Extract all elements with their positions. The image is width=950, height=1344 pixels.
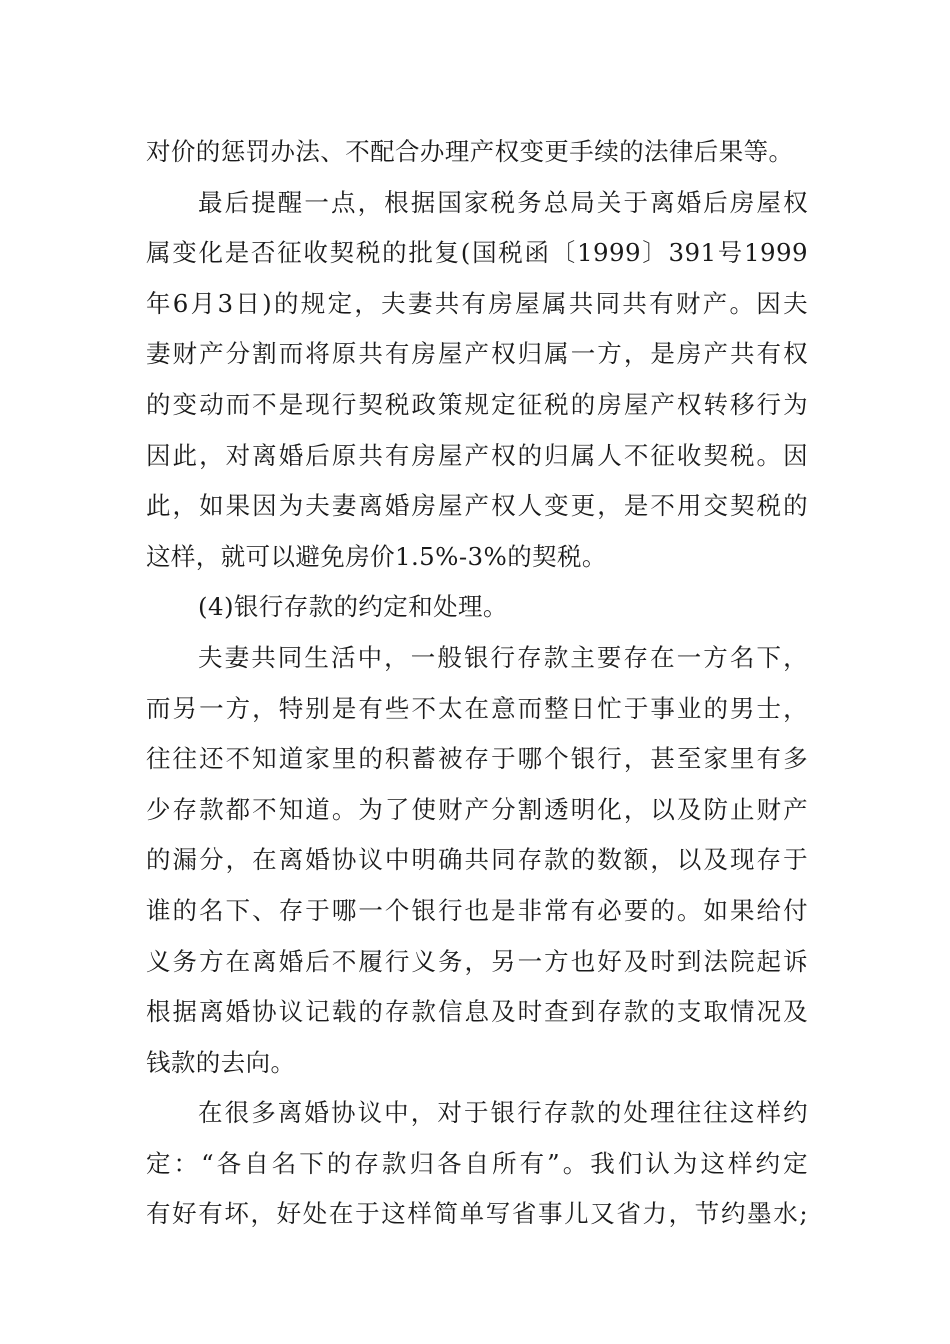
paragraph [146, 178, 808, 583]
paragraph [146, 633, 808, 1088]
text-line: 有好有坏，好处在于这样简单写省事儿又省力，节约墨水; [146, 1199, 808, 1229]
text-line: 少存款都不知道。为了使财产分割透明化，以及防止财产 [146, 794, 808, 824]
text-line: (4)银行存款的约定和处理。 [198, 592, 508, 622]
text-line: 而另一方，特别是有些不太在意而整日忙于事业的男士， [146, 693, 808, 723]
text-line: 谁的名下、存于哪一个银行也是非常有必要的。如果给付 [146, 895, 808, 925]
text-line: 此，如果因为夫妻离婚房屋产权人变更，是不用交契税的 [146, 491, 808, 521]
text-line: 钱款的去向。 [146, 1047, 296, 1077]
text-line: 对价的惩罚办法、不配合办理产权变更手续的法律后果等。 [146, 137, 794, 166]
text-line: 的漏分，在离婚协议中明确共同存款的数额，以及现存于 [146, 845, 808, 875]
text-line: 往往还不知道家里的积蓄被存于哪个银行，甚至家里有多 [146, 744, 808, 774]
text-line: 的变动而不是现行契税政策规定征税的房屋产权转移行为 [146, 389, 808, 419]
text-line: 妻财产分割而将原共有房屋产权归属一方，是房产共有权 [146, 339, 808, 369]
section-heading [146, 582, 808, 633]
paragraph [146, 127, 808, 178]
body-text [146, 127, 808, 1240]
text-line: 最后提醒一点，根据国家税务总局关于离婚后房屋权 [198, 187, 808, 217]
paragraph [146, 1088, 808, 1240]
text-line: 属变化是否征收契税的批复(国税函〔1999〕391号1999 [146, 238, 808, 268]
text-line: 在很多离婚协议中，对于银行存款的处理往往这样约 [198, 1098, 808, 1128]
text-line: 夫妻共同生活中，一般银行存款主要存在一方名下， [198, 642, 808, 672]
text-line: 定：“各自名下的存款归各自所有”。我们认为这样约定 [146, 1148, 808, 1178]
text-line: 义务方在离婚后不履行义务，另一方也好及时到法院起诉 [146, 946, 808, 976]
text-line: 因此，对离婚后原共有房屋产权的归属人不征收契税。因 [146, 440, 808, 470]
text-line: 根据离婚协议记载的存款信息及时查到存款的支取情况及 [146, 997, 808, 1027]
text-line: 年6月3日)的规定，夫妻共有房屋属共同共有财产。因夫 [146, 288, 808, 318]
text-line: 这样，就可以避免房价1.5%-3%的契税。 [146, 541, 607, 571]
